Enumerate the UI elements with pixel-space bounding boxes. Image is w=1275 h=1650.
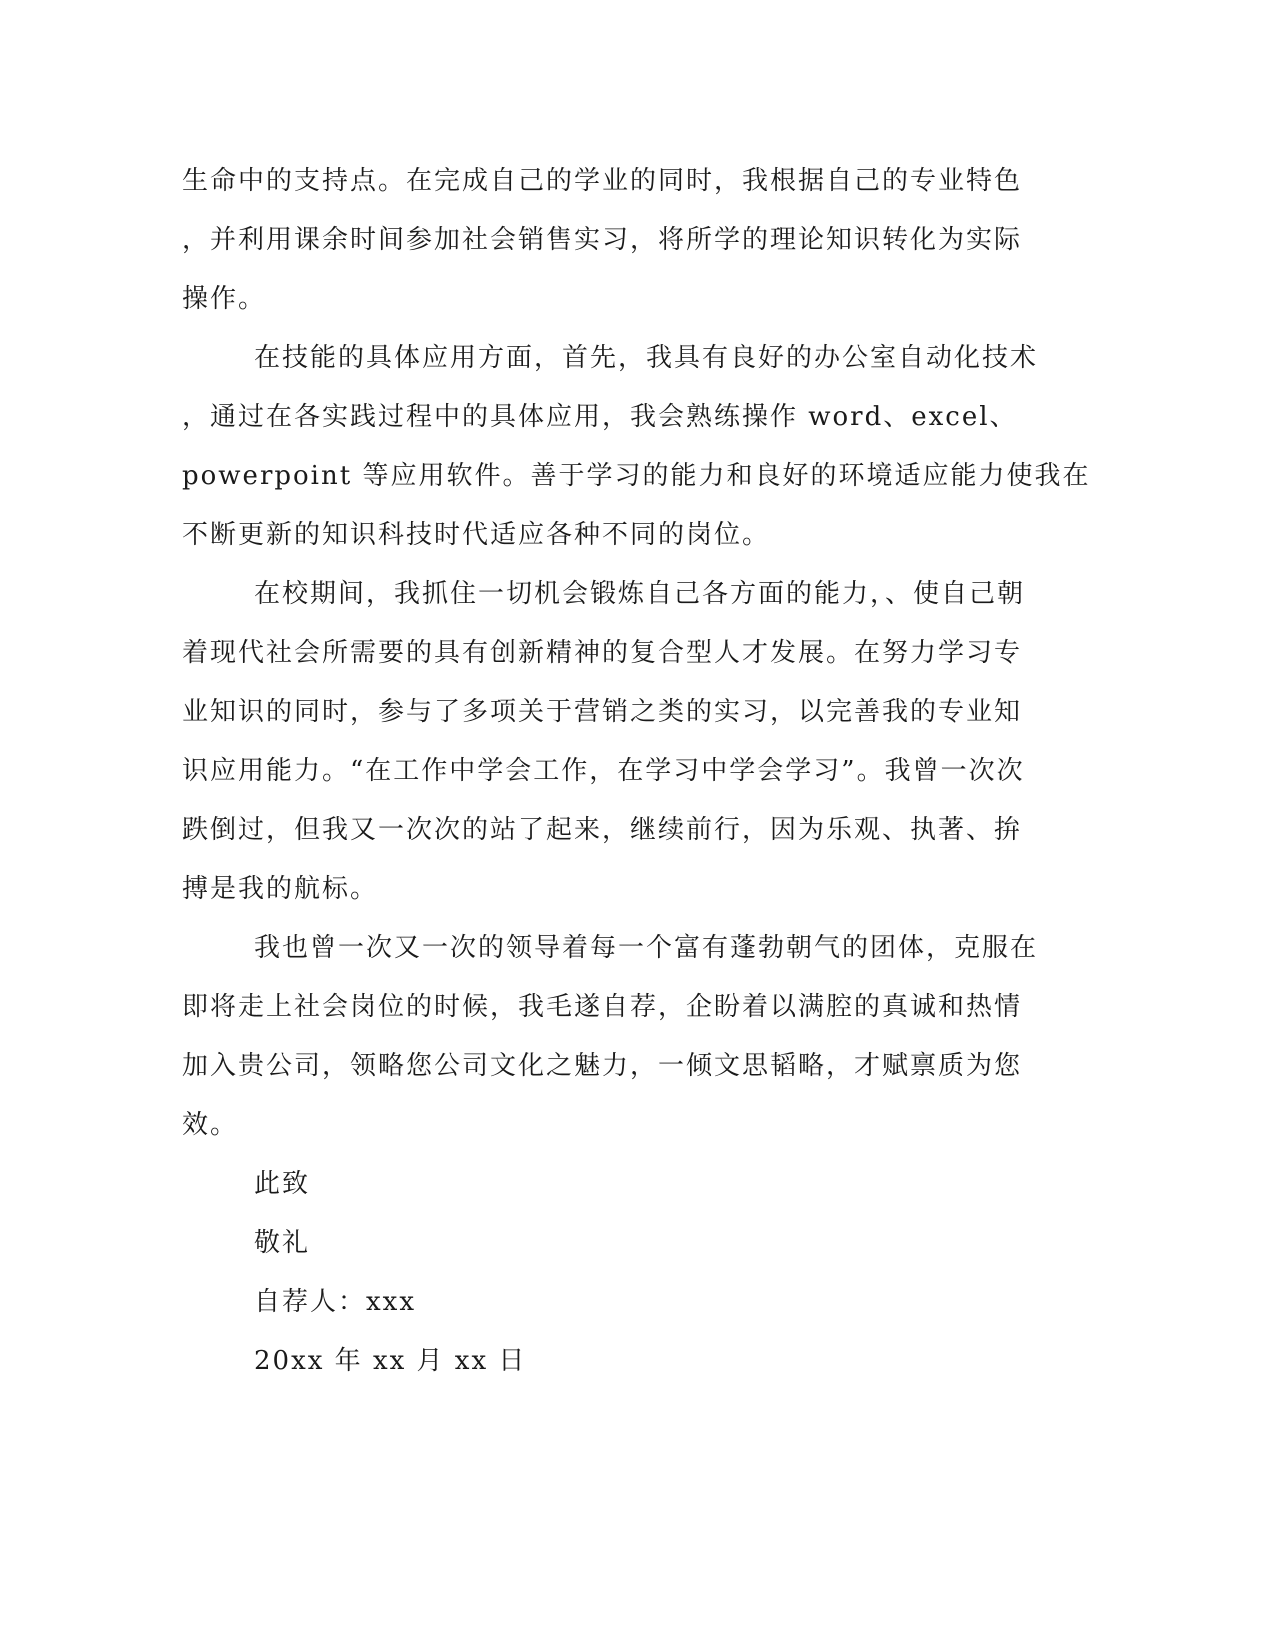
salutation-line-2: 敬礼: [254, 1228, 311, 1258]
paragraph-4: [182, 919, 1042, 1155]
text-line: 在校期间，我抓住一切机会锻炼自己各方面的能力，、使自己朝: [254, 579, 1026, 609]
salutation-line-1: 此致: [254, 1169, 311, 1199]
text-line: 即将走上社会岗位的时候，我毛遂自荐，企盼着以满腔的真诚和热情: [182, 992, 1023, 1022]
text-line: 搏是我的航标。: [182, 874, 379, 904]
text-line: 生命中的支持点。在完成自己的学业的同时，我根据自己的专业特色: [182, 166, 1023, 196]
text-line: 跌倒过，但我又一次次的站了起来，继续前行，因为乐观、执著、拚: [182, 815, 1023, 845]
closing-block: [182, 1155, 1042, 1391]
text-line: ，并利用课余时间参加社会销售实习，将所学的理论知识转化为实际: [182, 225, 1023, 255]
letter-body: [182, 152, 1091, 1391]
text-line: 业知识的同时，参与了多项关于营销之类的实习，以完善我的专业知: [182, 697, 1023, 727]
text-line: 识应用能力。“在工作中学会工作，在学习中学会学习”。我曾一次次: [182, 756, 1025, 786]
paragraph-1: [182, 152, 1042, 329]
text-line: 着现代社会所需要的具有创新精神的复合型人才发展。在努力学习专: [182, 638, 1023, 668]
text-line: powerpoint 等应用软件。善于学习的能力和良好的环境适应能力使我在: [182, 461, 1091, 491]
text-line: 加入贵公司，领略您公司文化之魅力，一倾文思韬略，才赋禀质为您: [182, 1051, 1023, 1081]
paragraph-2: [182, 329, 1091, 565]
paragraph-3: [182, 565, 1042, 919]
signer-line: 自荐人：xxx: [254, 1287, 416, 1317]
text-line: 我也曾一次又一次的领导着每一个富有蓬勃朝气的团体，克服在: [254, 933, 1039, 963]
text-line: 在技能的具体应用方面，首先，我具有良好的办公室自动化技术: [254, 343, 1039, 373]
text-line: 不断更新的知识科技时代适应各种不同的岗位。: [182, 520, 771, 550]
date-line: 20xx 年 xx 月 xx 日: [254, 1346, 527, 1376]
text-line: ，通过在各实践过程中的具体应用，我会熟练操作 word、excel、: [182, 402, 1018, 432]
text-line: 效。: [182, 1110, 239, 1140]
text-line: 操作。: [182, 284, 267, 314]
